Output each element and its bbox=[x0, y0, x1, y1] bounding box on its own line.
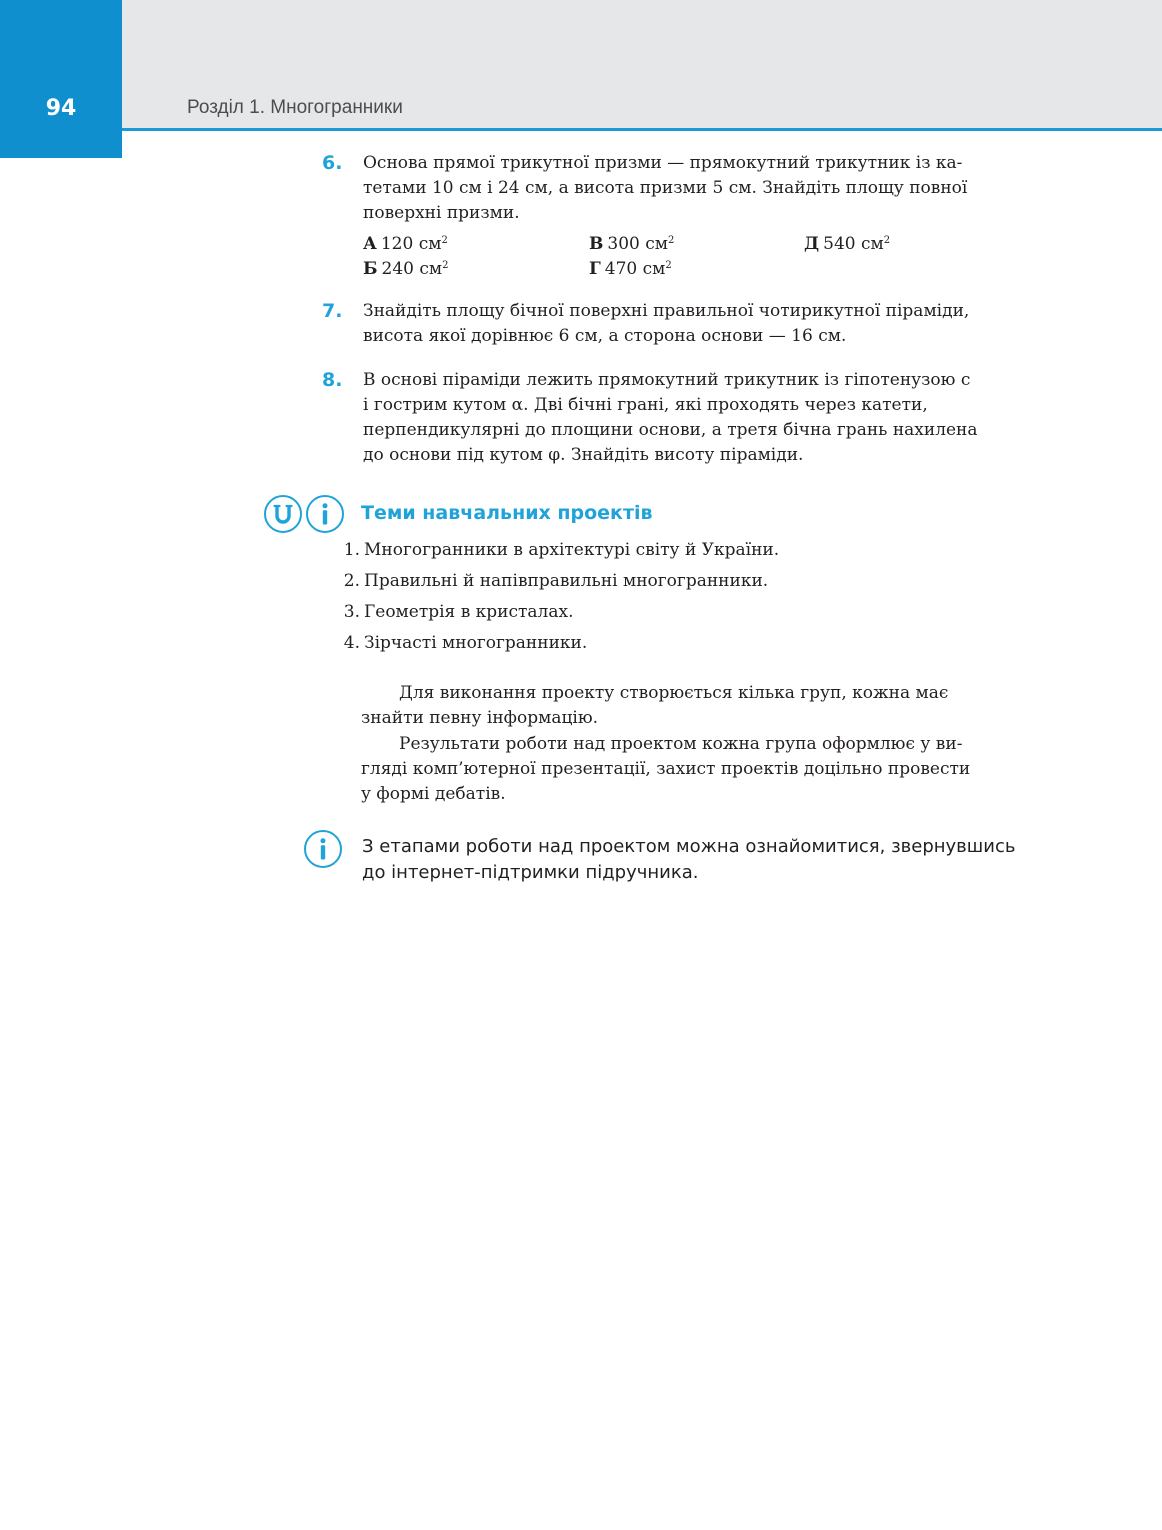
info-icon bbox=[306, 495, 344, 533]
topics-icons bbox=[264, 495, 346, 535]
answer-value: 470 см bbox=[604, 259, 666, 279]
topic-text: Правильні й напівправильні многогранники. bbox=[364, 571, 769, 591]
exercise-number: 8. bbox=[322, 369, 343, 391]
exercise-7 bbox=[322, 299, 1066, 349]
topic-item bbox=[318, 631, 1018, 656]
answer-value: 240 см bbox=[381, 259, 443, 279]
exercise-8 bbox=[322, 368, 1066, 468]
running-title: Розділ 1. Многогранники bbox=[187, 97, 403, 118]
answer-options bbox=[363, 232, 1013, 287]
exercise-number: 7. bbox=[322, 300, 343, 322]
answer-unit-power: 2 bbox=[667, 235, 675, 246]
exercise-text: Основа прямої трикутної призми — прямокутний трикутник із ка- тетами 10 см і 24 см, а висота призми 5 см. Знайдіть площу повної поверхні призми. bbox=[363, 153, 968, 223]
topics-heading: Теми навчальних проектів bbox=[361, 502, 653, 524]
topic-number: 2. bbox=[343, 571, 360, 591]
page-number: 94 bbox=[45, 96, 77, 121]
answer-letter: В bbox=[589, 234, 604, 254]
answer-option-c bbox=[589, 232, 674, 257]
answer-value: 540 см bbox=[823, 234, 884, 254]
exercise-6 bbox=[322, 151, 1066, 226]
topic-text: Геометрія в кристалах. bbox=[364, 602, 574, 622]
answer-option-d bbox=[589, 257, 672, 282]
page-header-rule bbox=[122, 128, 1162, 131]
exercise-text: В основі піраміди лежить прямокутний трикутник із гіпотенузою c і гострим кутом α. Дві бічні грані, які проходять через катети, перпендикулярні до площини основи, а третя бічна грань нахилена до основи під кутом φ. Знайдіть висоту піраміди. bbox=[363, 370, 978, 465]
topic-item bbox=[318, 600, 1018, 625]
project-presentation-paragraph: Результати роботи над проектом кожна група оформлює у ви- гляді комп’ютерної презентації, захист проектів доцільно провести у формі дебатів. bbox=[361, 734, 971, 804]
topic-number: 3. bbox=[343, 602, 360, 622]
topic-item bbox=[318, 538, 1018, 563]
topic-text: Зірчасті многогранники. bbox=[364, 633, 588, 653]
answer-letter: Б bbox=[363, 259, 378, 279]
answer-unit-power: 2 bbox=[442, 260, 449, 271]
topic-number: 4. bbox=[343, 633, 360, 653]
horseshoe-magnet-icon bbox=[264, 495, 302, 533]
answer-value: 120 см bbox=[380, 234, 442, 254]
answer-letter: Г bbox=[589, 259, 601, 279]
answer-unit-power: 2 bbox=[883, 235, 891, 246]
page-header-band bbox=[0, 0, 1162, 128]
answer-unit-power: 2 bbox=[441, 235, 448, 246]
answer-option-e bbox=[804, 232, 890, 257]
topic-number: 1. bbox=[343, 540, 360, 560]
answer-option-a bbox=[363, 232, 448, 257]
internet-support-note: З етапами роботи над проектом можна ознайомитися, звернувшись до інтернет-підтримки підручника. bbox=[362, 836, 1016, 883]
answer-letter: А bbox=[363, 234, 377, 254]
exercise-text: Знайдіть площу бічної поверхні правильної чотирикутної піраміди, висота якої дорівнює 6 см, а сторона основи — 16 см. bbox=[363, 301, 970, 346]
answer-letter: Д bbox=[804, 234, 820, 254]
project-groups-paragraph: Для виконання проекту створюється кілька груп, кожна має знайти певну інформацію. bbox=[361, 683, 949, 728]
info-icon bbox=[304, 830, 342, 868]
topic-item bbox=[318, 569, 1018, 594]
answer-unit-power: 2 bbox=[665, 260, 672, 271]
answer-option-b bbox=[363, 257, 449, 282]
exercise-number: 6. bbox=[322, 152, 343, 174]
topic-text: Многогранники в архітектурі світу й України. bbox=[364, 540, 780, 560]
page-number-tab bbox=[0, 0, 122, 158]
answer-value: 300 см bbox=[607, 234, 668, 254]
